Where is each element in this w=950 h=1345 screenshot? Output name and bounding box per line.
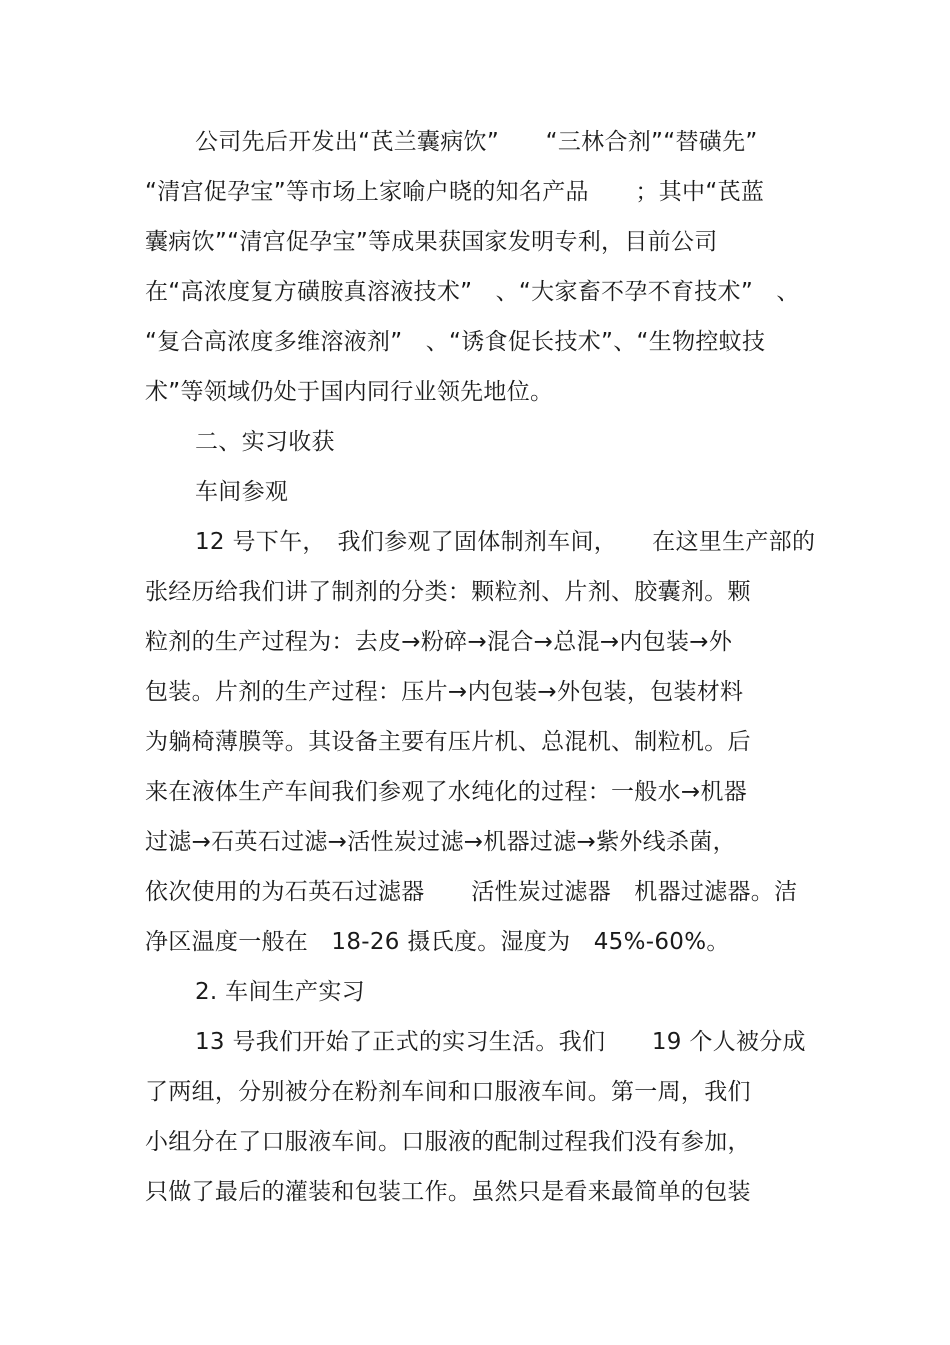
paragraph-line-22: 只做了最后的灌装和包装工作。虽然只是看来最简单的包装 — [145, 1179, 751, 1205]
paragraph-line-5: “复合高浓度多维溶液剂” 、“诱食促长技术”、“生物控蚊技 — [145, 329, 766, 355]
paragraph-line-16: 依次使用的为石英石过滤器 活性炭过滤器 机器过滤器。洁 — [145, 879, 798, 905]
paragraph-line-11: 粒剂的生产过程为：去皮→粉碎→混合→总混→内包装→外 — [145, 629, 733, 655]
paragraph-line-6: 术”等领域仍处于国内同行业领先地位。 — [145, 379, 554, 405]
paragraph-line-4: 在“高浓度复方磺胺真溶液技术” 、“大家畜不孕不育技术” 、 — [145, 279, 800, 305]
paragraph-line-12: 包装。片剂的生产过程：压片→内包装→外包装，包装材料 — [145, 679, 744, 705]
paragraph-line-10: 张经历给我们讲了制剂的分类：颗粒剂、片剂、胶囊剂。颗 — [145, 579, 751, 605]
paragraph-line-1: 公司先后开发出“芪兰囊病饮” “三林合剂”“替磺先” — [195, 129, 758, 155]
paragraph-line-21: 小组分在了口服液车间。口服液的配制过程我们没有参加， — [145, 1129, 751, 1155]
paragraph-line-3: 囊病饮”“清宫促孕宝”等成果获国家发明专利，目前公司 — [145, 229, 718, 255]
paragraph-line-2: “清宫促孕宝”等市场上家喻户晓的知名产品 ；其中“芪蓝 — [145, 179, 765, 205]
paragraph-line-20: 了两组，分别被分在粉剂车间和口服液车间。第一周，我们 — [145, 1079, 751, 1105]
subsection-heading-2: 2. 车间生产实习 — [195, 979, 365, 1005]
subsection-heading: 车间参观 — [195, 479, 289, 505]
paragraph-line-9: 12 号下午， 我们参观了固体制剂车间， 在这里生产部的 — [195, 529, 816, 555]
paragraph-line-13: 为躺椅薄膜等。其设备主要有压片机、总混机、制粒机。后 — [145, 729, 751, 755]
section-heading: 二、实习收获 — [195, 429, 335, 455]
paragraph-line-17: 净区温度一般在 18-26 摄氏度。湿度为 45%-60%。 — [145, 929, 730, 955]
paragraph-line-14: 来在液体生产车间我们参观了水纯化的过程：一般水→机器 — [145, 779, 748, 805]
paragraph-line-19: 13 号我们开始了正式的实习生活。我们 19 个人被分成 — [195, 1029, 806, 1055]
paragraph-line-15: 过滤→石英石过滤→活性炭过滤→机器过滤→紫外线杀菌， — [145, 829, 736, 855]
